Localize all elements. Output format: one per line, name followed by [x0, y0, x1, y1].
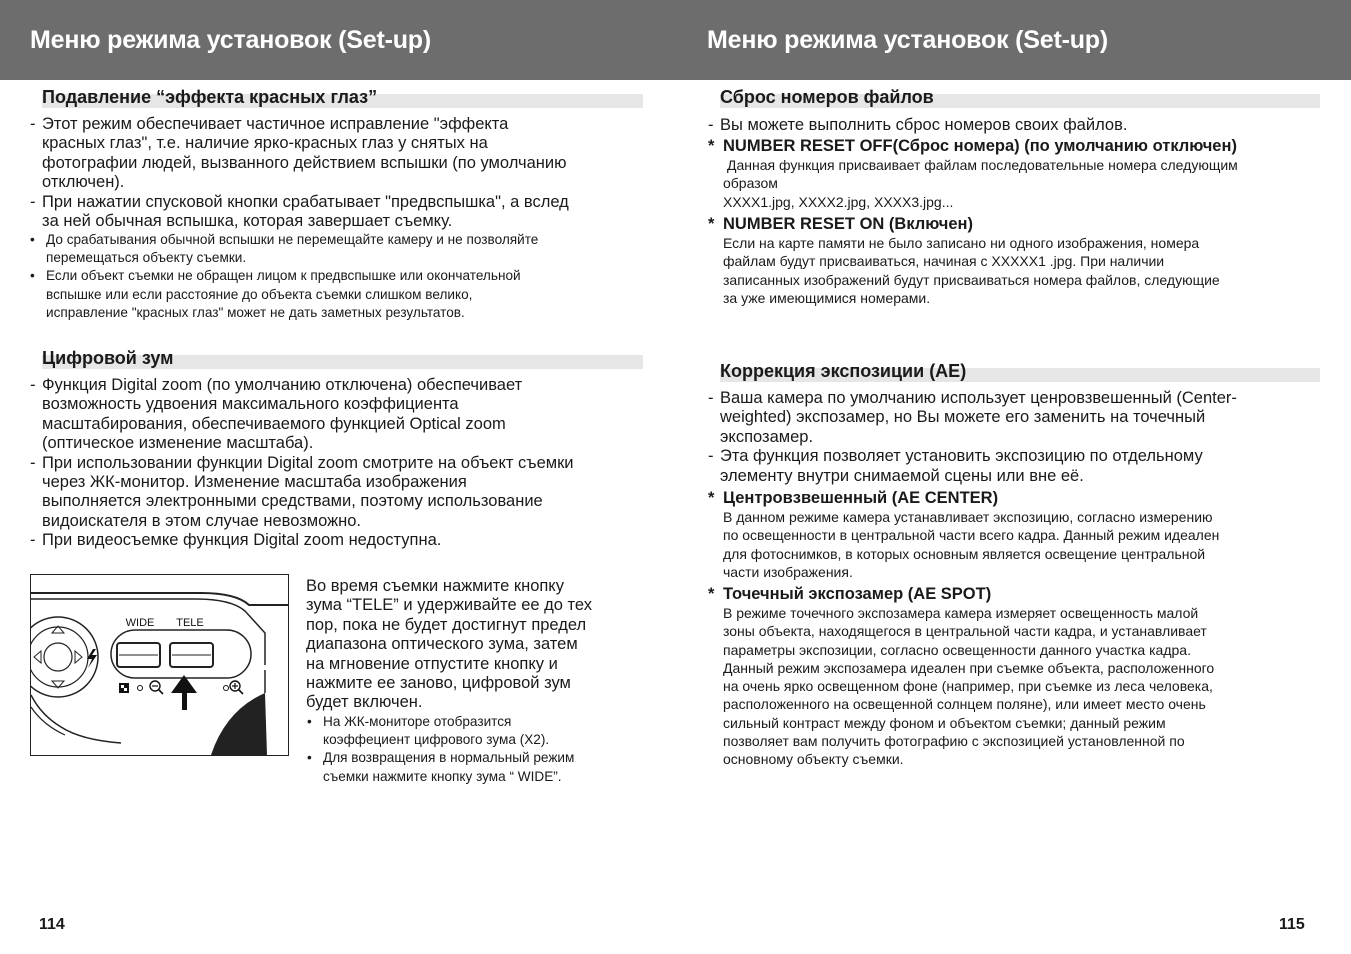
text-line: - Вы можете выполнить сброс номеров своих файлов.	[708, 116, 1128, 134]
camera-zoom-illustration	[30, 574, 289, 756]
text-line: через ЖК-монитор. Изменение масштаба изображения	[42, 473, 467, 492]
item-line: для фотоснимков, в которых основным является освещение центральной	[723, 545, 1206, 562]
left-page-title: Меню режима установок (Set-up)	[30, 26, 431, 54]
text-line: за ней обычная вспышка, которая завершает съемку.	[42, 212, 453, 231]
tele-label: TELE	[176, 617, 204, 629]
left-page-number: 114	[39, 916, 65, 933]
text-line: weighted) экспозамер, но Вы можете его заменить на точечный	[720, 408, 1206, 427]
item-line: Если на карте памяти не было записано ни одного изображения, номера	[723, 235, 1200, 251]
text-line: отключен).	[42, 173, 125, 192]
text-line: - При видеосъемке функция Digital zoom недоступна.	[30, 531, 442, 550]
item-line: по освещенности в центральной части всего кадра. Данный режим идеален	[723, 527, 1220, 544]
item-line: Данная функция присваивает файлам последовательные номера следующим	[727, 157, 1238, 173]
item-line: В режиме точечного экспозамера камера измеряет освещенность малой	[723, 605, 1199, 621]
red-eye-body	[30, 115, 569, 231]
note-line: вспышке или если расстояние до объекта съемки слишком велико,	[46, 286, 473, 302]
item-line: сильный контраст между фоном и объектом съемки; данный режим	[723, 714, 1166, 731]
wide-label: WIDE	[125, 617, 155, 629]
text-line: пор, пока не будет достигнут предел	[306, 615, 587, 634]
right-page-title: Меню режима установок (Set-up)	[707, 26, 1108, 54]
right-page-number: 115	[1279, 916, 1305, 933]
item-line: файлам будут присваиваться, начиная с XXXXX1 .jpg. При наличии	[723, 253, 1165, 270]
right-header-bar	[676, 0, 1351, 80]
text-line: - Функция Digital zoom (по умолчанию отключена) обеспечивает	[30, 376, 523, 394]
note-line: • Если объект съемки не обращен лицом к предвспышке или окончательной	[30, 268, 521, 284]
file-reset-body	[708, 116, 1127, 135]
item-line: В данном режиме камера устанавливает экспозицию, согласно измерению	[723, 509, 1213, 525]
note-line: • До срабатывания обычной вспышки не перемещайте камеру и не позволяйте	[30, 232, 539, 247]
text-line: - Эта функция позволяет установить экспозицию по отдельному	[708, 447, 1203, 466]
exposure-section-title: Коррекция экспозиции (AE)	[720, 368, 1320, 382]
ae-center-item	[708, 489, 1219, 581]
note-line: • На ЖК-мониторе отобразится	[307, 714, 512, 729]
text-line: - Этот режим обеспечивает частичное исправление "эффекта	[30, 115, 509, 133]
item-line: зоны объекта, находящегося в центральной части кадра, и устанавливает	[723, 623, 1207, 640]
text-line: экспозамер.	[720, 427, 814, 446]
note-line: съемки нажмите кнопку зума “ WIDE”.	[323, 768, 562, 784]
item-heading: * Центровзвешенный (AE CENTER)	[708, 489, 999, 507]
text-line: на мгновение отпустите кнопку и	[306, 654, 558, 673]
reset-off-item	[708, 137, 1238, 211]
text-line: - При нажатии спусковой кнопки срабатывает "предвспышка", а вслед	[30, 192, 569, 211]
left-header-bar	[0, 0, 676, 80]
text-line: выполняется электронными средствами, поэтому использование	[42, 492, 543, 511]
digital-zoom-body	[30, 376, 574, 551]
item-line: на очень ярко освещенном фоне (например, при съемке из леса человека,	[723, 678, 1213, 695]
note-line: коэффециент цифрового зума (X2).	[323, 732, 550, 748]
text-line: (оптическое изменение масштаба).	[42, 434, 314, 453]
zoom-notes	[307, 713, 574, 786]
red-eye-section-title: Подавление “эффекта красных глаз”	[42, 94, 643, 108]
item-heading: * NUMBER RESET OFF(Сброс номера) (по умолчанию отключен)	[708, 137, 1237, 155]
file-reset-section-title: Сброс номеров файлов	[720, 94, 1320, 108]
item-line: параметры экспозиции, согласно освещенности данного участка кадра.	[723, 641, 1191, 658]
note-line: исправление "красных глаз" может не дать заметных результатов.	[46, 304, 465, 320]
text-line: масштабирования, обеспечиваемого функцией Optical zoom	[42, 414, 506, 433]
digital-zoom-section-title: Цифровой зум	[42, 355, 643, 369]
text-line: зума “TELE” и удерживайте ее до тех	[306, 596, 592, 615]
item-line: образом	[723, 175, 778, 192]
text-line: будет включен.	[306, 693, 423, 712]
item-line: части изображения.	[723, 563, 853, 580]
item-line: расположенного на освещенной солнцем поляне), или имеет место очень	[723, 696, 1206, 713]
note-line: • Для возвращения в нормальный режим	[307, 750, 575, 766]
text-line: видоискателя в этом случае невозможно.	[42, 511, 362, 530]
item-line: за уже имеющимися номерами.	[723, 289, 931, 306]
item-heading: * Точечный экспозамер (AE SPOT)	[708, 585, 992, 603]
item-heading: * NUMBER RESET ON (Включен)	[708, 215, 973, 233]
item-line: позволяет вам получить фотографию с экспозицией установленной по	[723, 733, 1185, 750]
item-line: основному объекту съемки.	[723, 751, 904, 768]
text-line: Во время съемки нажмите кнопку	[306, 577, 564, 595]
reset-on-item	[708, 215, 1220, 307]
text-line: фотографии людей, вызванного действием вспышки (по умолчанию	[42, 153, 567, 172]
item-line: записанных изображений будут присваиваться номера файлов, следующие	[723, 271, 1220, 288]
exposure-body	[708, 389, 1237, 486]
note-line: перемещаться объекту съемки.	[46, 250, 247, 266]
text-line: красных глаз", т.е. наличие ярко-красных глаз у снятых на	[42, 134, 488, 153]
text-line: - При использовании функции Digital zoom смотрите на объект съемки	[30, 453, 574, 472]
text-line: элементу внутри снимаемой сцены или вне её.	[720, 466, 1084, 485]
text-line: диапазона оптического зума, затем	[306, 635, 578, 654]
ae-spot-item	[708, 585, 1214, 769]
item-line: XXXX1.jpg, XXXX2.jpg, XXXX3.jpg...	[723, 193, 954, 210]
zoom-instruction	[306, 577, 592, 713]
text-line: нажмите ее заново, цифровой зум	[306, 674, 571, 693]
item-line: Данный режим экспозамера идеален при съемке объекта, расположенного	[723, 659, 1215, 676]
text-line: возможность удвоения максимального коэффициента	[42, 395, 459, 414]
red-eye-notes	[30, 231, 538, 322]
text-line: - Ваша камера по умолчанию использует ценровзвешенный (Center-	[708, 389, 1237, 407]
